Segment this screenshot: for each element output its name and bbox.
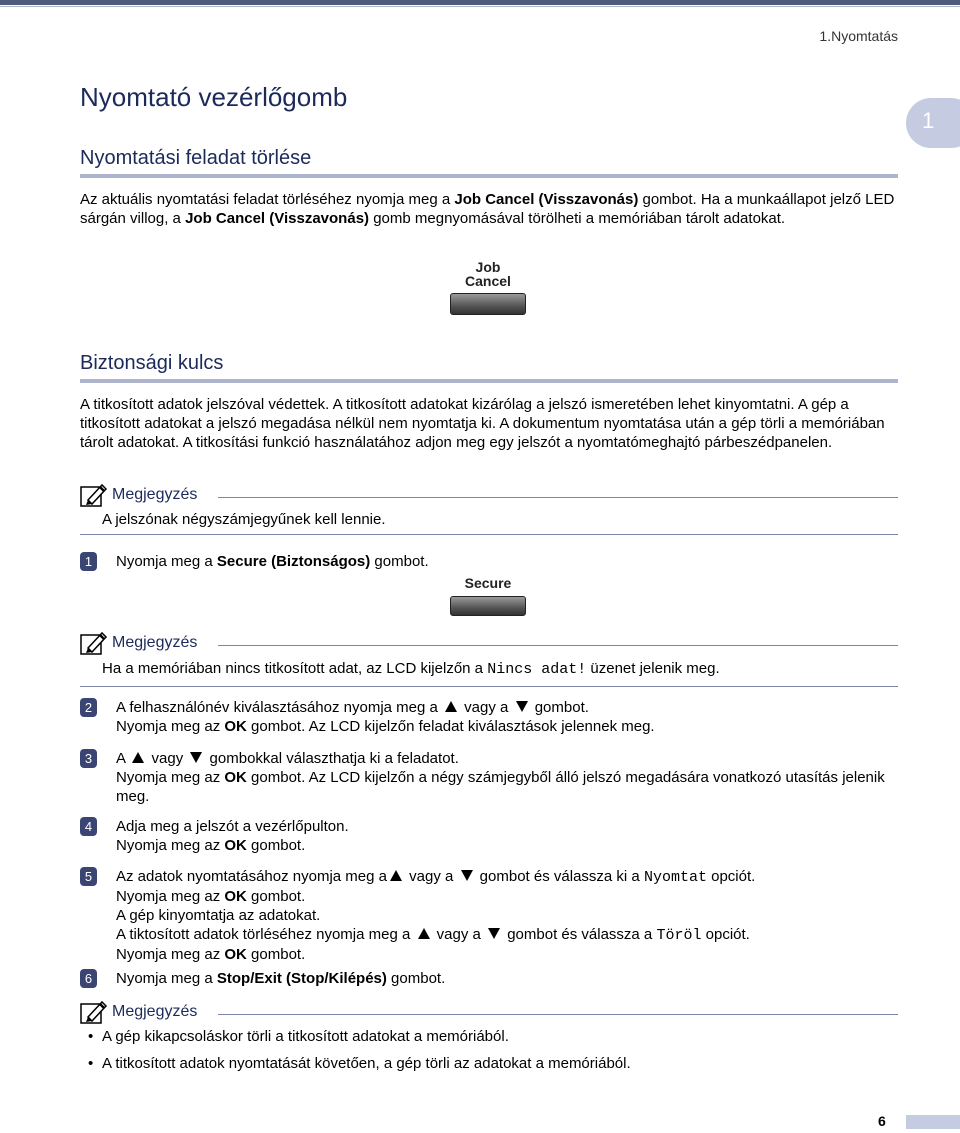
step-6 — [80, 969, 900, 989]
section-header: 1.Nyomtatás — [819, 28, 898, 44]
cancel-paragraph: Az aktuális nyomtatási feladat törléséhez nyomja meg a Job Cancel (Visszavonás) gombot. Ha a munkaállapot jelző LED sárgán villog, a Job Cancel (Visszavonás) gomb megnyomásával törölheti a memóriában tárolt adatokat. — [80, 191, 895, 227]
secure-paragraph: A titkosított adatok jelszóval védettek. A titkosított adatokat kizárólag a jelszó ismeretében lehet kinyomtatni. A gép a titkosított adatokat a jelszó megadása nélkül nem nyomtatja ki. A dokumentum nyomtatása után a gép törli a memóriában tárolt adatokat. A titkosítási funkció használatához adjon meg egy jelszót a nyomtatómeghajtó párbeszédpanelen. — [80, 396, 885, 451]
secure-button-illustration — [448, 576, 528, 616]
step-text: Nyomja meg a Secure (Biztonságos) gombot. — [116, 553, 429, 570]
job-cancel-label-1: Job — [475, 259, 501, 275]
list-item: • A gép kikapcsoláskor törli a titkosított adatokat a memóriából. — [88, 1027, 898, 1046]
note-1 — [80, 482, 898, 538]
step-2 — [80, 698, 900, 738]
page-title: Nyomtató vezérlőgomb — [80, 82, 348, 112]
down-arrow-icon — [461, 870, 473, 881]
step-number: 3 — [80, 749, 97, 768]
note-title: Megjegyzés — [112, 486, 198, 503]
step-number: 1 — [80, 552, 97, 571]
note-text: Ha a memóriában nincs titkosított adat, az LCD kijelzőn a Nincs adat! üzenet jelenik meg. — [102, 660, 720, 678]
secure-button-label: Secure — [464, 575, 512, 591]
note-text: A jelszónak négyszámjegyűnek kell lennie. — [102, 511, 386, 528]
step-1 — [80, 552, 900, 572]
note-rule — [218, 497, 898, 498]
pencil-note-icon — [80, 482, 108, 508]
heading-rule — [80, 379, 898, 383]
step-number: 2 — [80, 698, 97, 717]
step-number: 4 — [80, 817, 97, 836]
step-5 — [80, 867, 900, 963]
job-cancel-button-icon — [450, 293, 526, 315]
note-title: Megjegyzés — [112, 634, 198, 651]
heading-secure: Biztonsági kulcs — [80, 352, 224, 374]
note-header — [80, 482, 197, 508]
note-2 — [80, 630, 898, 690]
step-3 — [80, 749, 900, 807]
pencil-note-icon — [80, 999, 108, 1025]
list-item: • A titkosított adatok nyomtatását követően, a gép törli az adatokat a memóriából. — [88, 1054, 898, 1073]
up-arrow-icon — [132, 752, 144, 763]
note-title: Megjegyzés — [112, 1003, 198, 1020]
pencil-note-icon — [80, 630, 108, 656]
step-text: A felhasználónév kiválasztásához nyomja meg a vagy a gombot. Nyomja meg az OK gombot. Az LCD kijelzőn feladat kiválasztások jelennek meg. — [116, 699, 655, 735]
note-bullet-list — [88, 1027, 898, 1073]
step-text: Nyomja meg a Stop/Exit (Stop/Kilépés) gombot. — [116, 970, 446, 987]
step-number: 6 — [80, 969, 97, 988]
chapter-number: 1 — [922, 108, 935, 133]
note-rule — [218, 645, 898, 646]
footer-bar — [906, 1115, 960, 1129]
down-arrow-icon — [516, 701, 528, 712]
down-arrow-icon — [190, 752, 202, 763]
job-cancel-button-illustration — [448, 260, 528, 315]
top-bar — [0, 0, 960, 5]
heading-cancel: Nyomtatási feladat törlése — [80, 147, 312, 169]
note-rule — [80, 686, 898, 687]
step-text: Adja meg a jelszót a vezérlőpulton. Nyomja meg az OK gombot. — [116, 818, 349, 854]
heading-rule — [80, 174, 898, 178]
secure-button-icon — [450, 596, 526, 616]
note-header — [80, 999, 197, 1025]
page-number: 6 — [878, 1113, 886, 1129]
up-arrow-icon — [445, 701, 457, 712]
down-arrow-icon — [488, 928, 500, 939]
step-text: Az adatok nyomtatásához nyomja meg a vagy a gombot és válassza ki a Nyomtat opciót. Nyomja meg az OK gombot. A gép kinyomtatja az adatokat. A tiktosított adatok törléséhez nyomja meg a vagy a gombot és válassza a Töröl opciót. Nyomja meg az OK gombot. — [116, 868, 756, 963]
step-4 — [80, 817, 900, 857]
note-header — [80, 630, 197, 656]
note-3 — [80, 999, 898, 1027]
step-text: A vagy gombokkal választhatja ki a feladatot. Nyomja meg az OK gombot. Az LCD kijelzőn a négy számjegyből álló jelszó megadására vonatkozó utasítás jelenik meg. — [116, 750, 885, 805]
step-number: 5 — [80, 867, 97, 886]
up-arrow-icon — [418, 928, 430, 939]
note-rule — [80, 534, 898, 535]
up-arrow-icon — [390, 870, 402, 881]
job-cancel-label-2: Cancel — [465, 273, 511, 289]
note-rule — [218, 1014, 898, 1015]
top-line — [0, 6, 960, 7]
